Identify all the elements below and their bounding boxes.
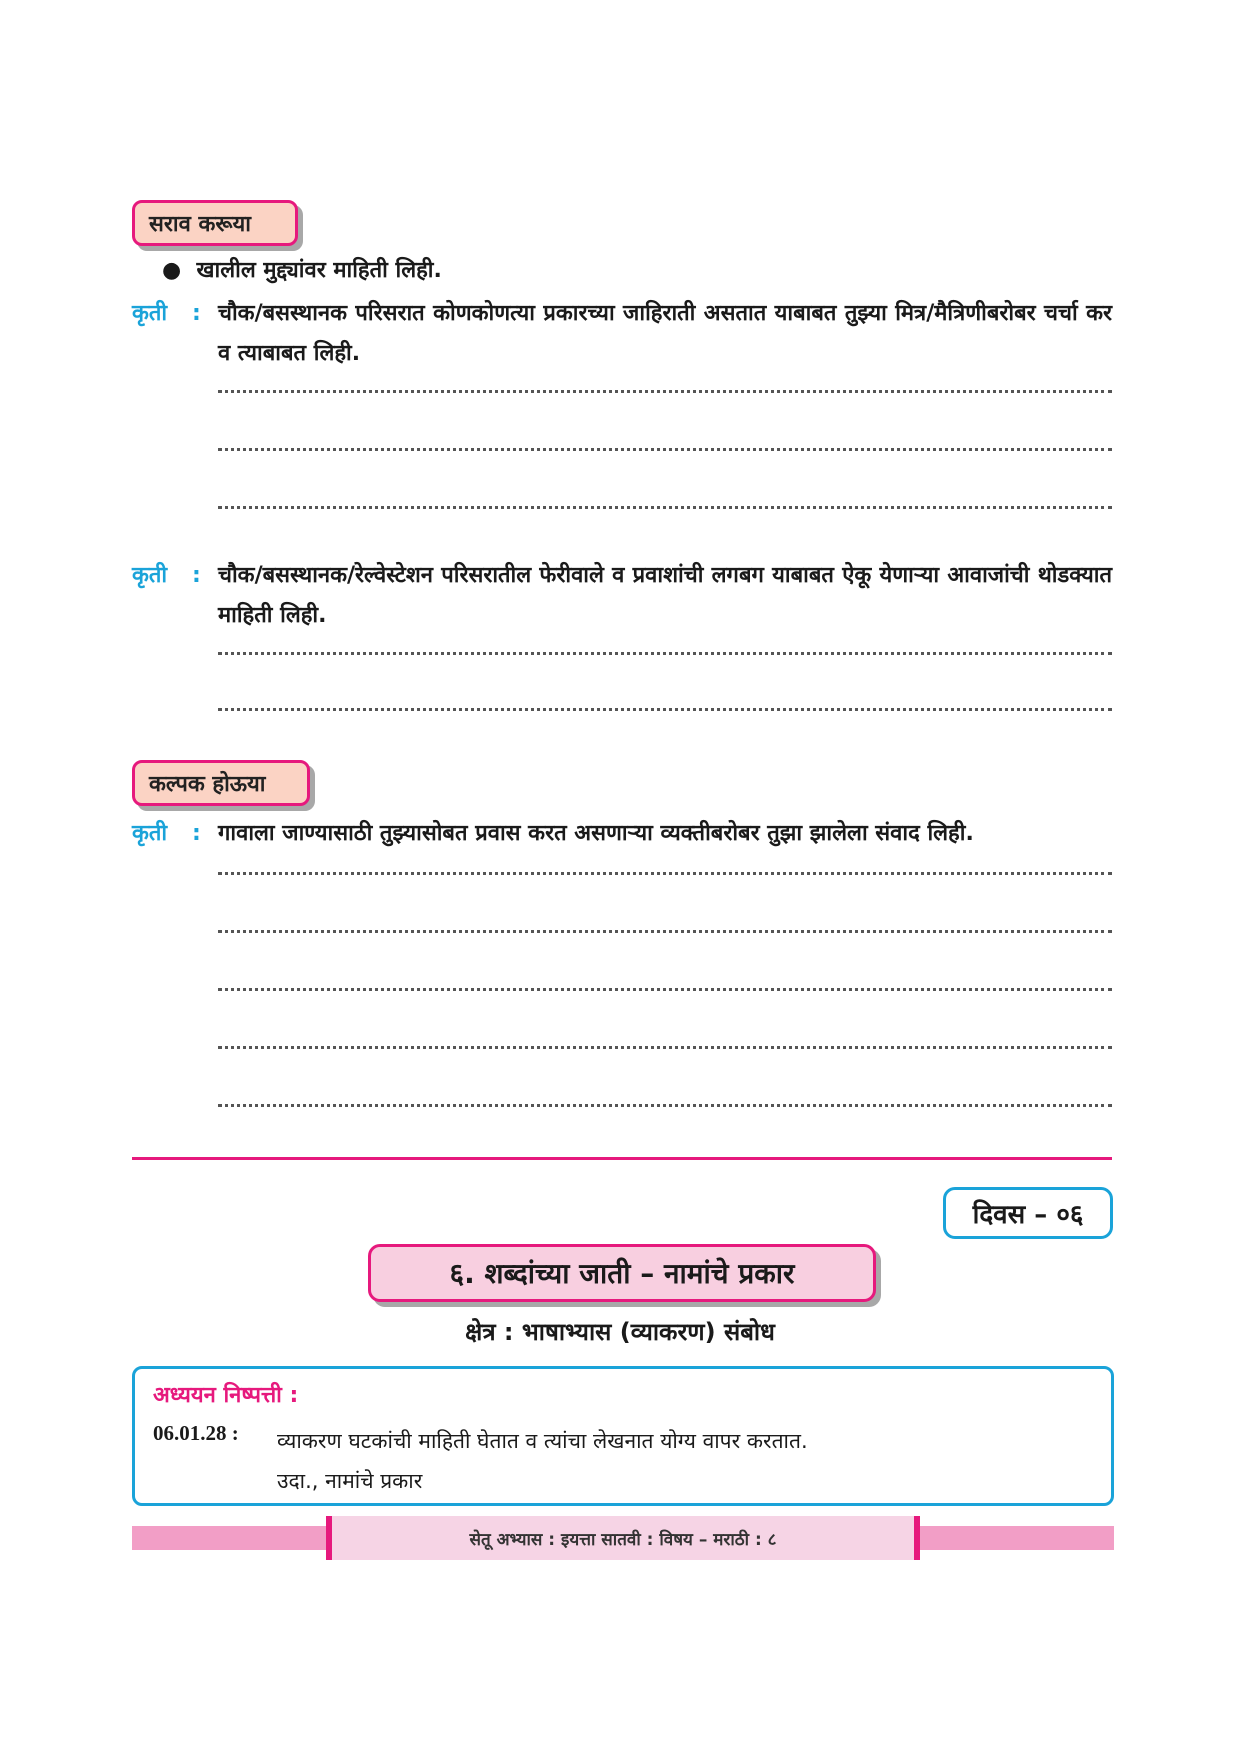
answer-line[interactable] [218,930,1112,933]
learning-outcome-box [132,1366,1114,1506]
outcome-line: व्याकरण घटकांची माहिती घेतात व त्यांचा लेखनात योग्य वापर करतात. [277,1429,808,1453]
answer-line[interactable] [218,1104,1112,1107]
answer-line[interactable] [218,872,1112,875]
task-colon: : [192,563,201,588]
section-tag-practice [132,200,298,246]
task-text: चौक/बसस्थानक/रेल्वेस्टेशन परिसरातील फेरीवाले व प्रवाशांची लगबग याबाबत ऐकू येणाऱ्या आवाजांची थोडक्यात माहिती लिही. [218,563,1112,628]
answer-line[interactable] [218,652,1112,655]
lesson-field: क्षेत्र : भाषाभ्यास (व्याकरण) संबोध [465,1318,775,1346]
section-tag-label: कल्पक होऊया [149,772,266,797]
outcome-title: अध्ययन निष्पत्ती : [153,1383,299,1408]
answer-line[interactable] [218,708,1112,711]
task-3 [132,814,1112,854]
section-tag-label: सराव करूया [149,212,251,237]
answer-line[interactable] [218,448,1112,451]
task-2 [132,556,1112,636]
task-label: कृती [132,301,168,326]
footer-text: सेतू अभ्यास : इयत्ता सातवी : विषय – मराठी : ८ [469,1529,777,1550]
answer-line[interactable] [218,1046,1112,1049]
day-label: दिवस – ०६ [972,1200,1084,1230]
answer-line[interactable] [218,506,1112,509]
answer-line[interactable] [218,988,1112,991]
section-divider [132,1157,1112,1160]
lesson-title [368,1244,876,1302]
outcome-example: उदा., नामांचे प्रकार [277,1469,423,1493]
task-1 [132,294,1112,374]
task-label: कृती [132,563,168,588]
section-tag-creative [132,760,310,806]
footer-label [326,1516,920,1560]
task-colon: : [192,301,201,326]
task-label: कृती [132,821,168,846]
task-text: चौक/बसस्थानक परिसरात कोणकोणत्या प्रकारच्या जाहिराती असतात याबाबत तुझ्या मित्र/मैत्रिणीबरोबर चर्चा कर व त्याबाबत लिही. [218,301,1112,366]
answer-line[interactable] [218,390,1112,393]
instruction-line [162,254,442,284]
task-text: गावाला जाण्यासाठी तुझ्यासोबत प्रवास करत असणाऱ्या व्यक्तीबरोबर तुझा झालेला संवाद लिही. [218,821,974,846]
outcome-description [277,1421,808,1501]
instruction-text: खालील मुद्द्यांवर माहिती लिही. [196,258,442,283]
task-colon: : [192,821,201,846]
day-badge [943,1187,1113,1239]
lesson-title-text: ६. शब्दांच्या जाती – नामांचे प्रकार [449,1257,795,1290]
outcome-code: 06.01.28 : [153,1421,239,1445]
bullet-icon: ● [162,258,197,283]
